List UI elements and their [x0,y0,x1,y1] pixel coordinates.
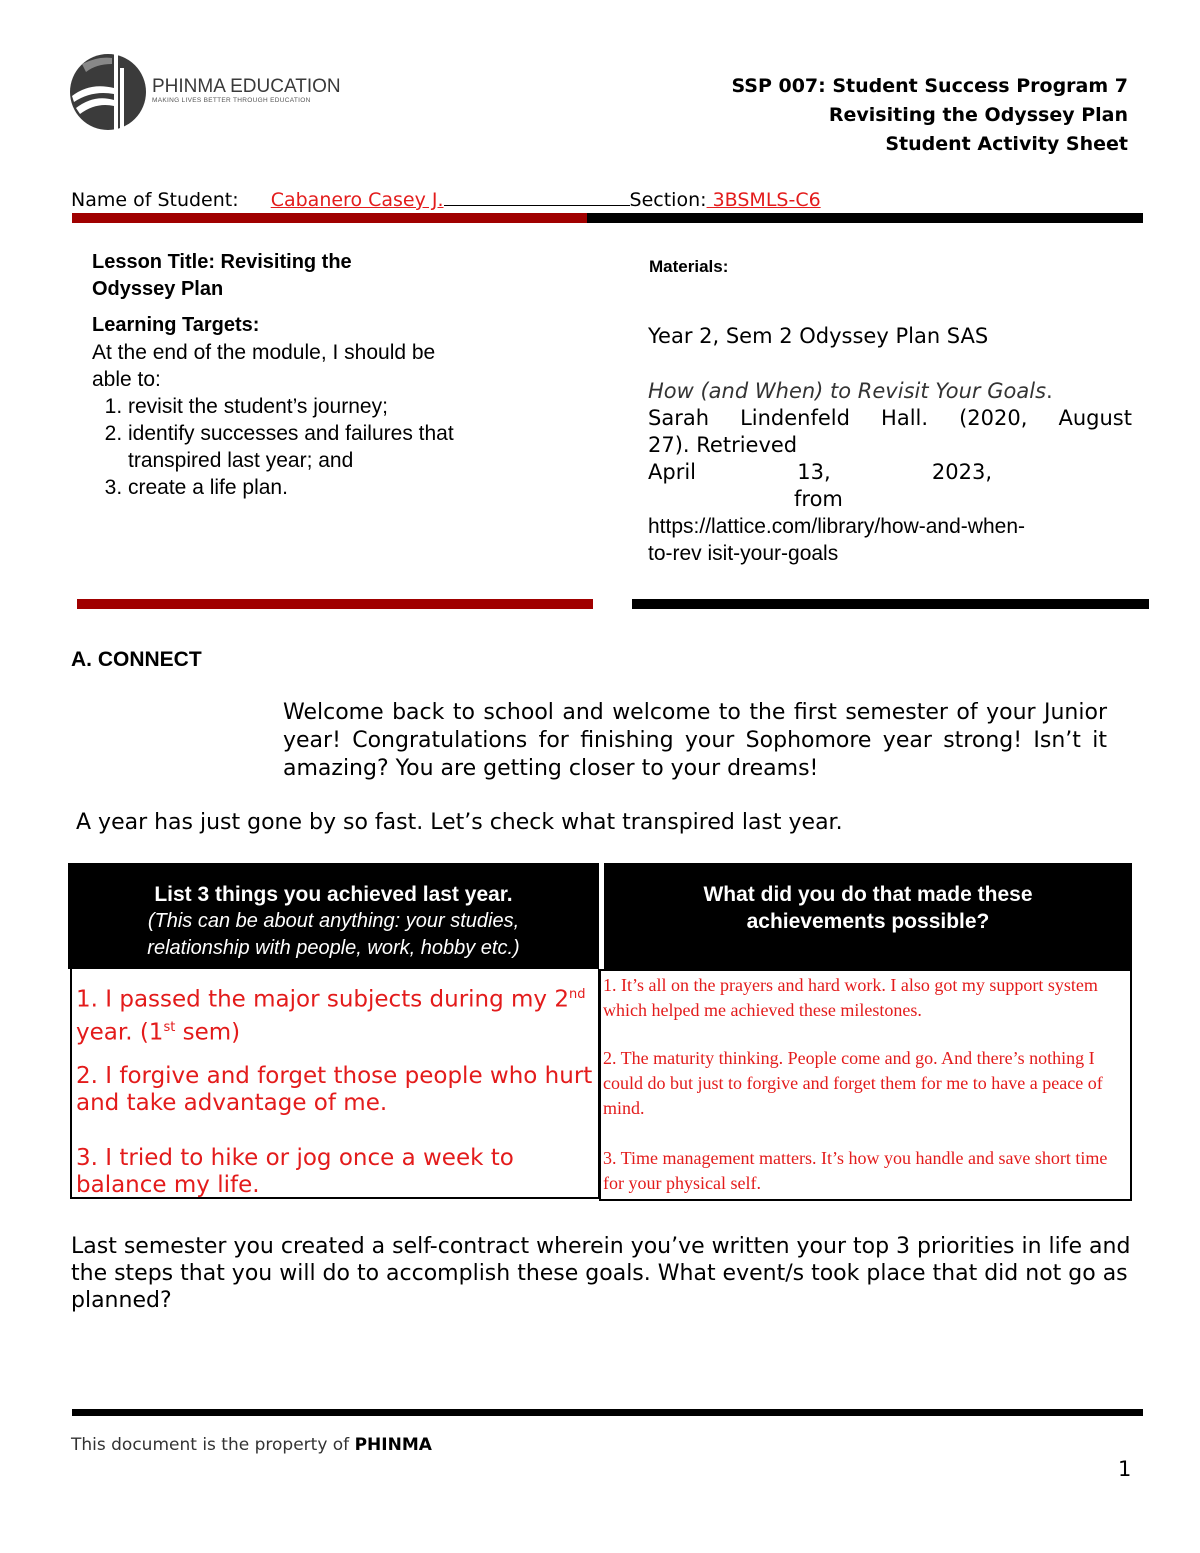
achievement-sup: nd [568,987,586,1002]
achievement-text: 1. I passed the major subjects during my 2 [76,986,569,1013]
materials-block [648,323,1132,567]
name-underline [444,187,630,206]
table-header-reasons [604,863,1132,969]
footer-statement: This document is the property of [71,1435,355,1455]
header-note-line2: relationship with people, work, hobby etc.) [147,937,520,959]
targets-label: Learning Targets: [92,314,260,336]
student-info-line [71,187,821,211]
lesson-block [92,249,562,501]
section-heading: A. CONNECT [71,648,202,671]
divider-red [72,213,587,223]
reason-item: 3. Time management matters. It’s how you handle and save short time for your physical self. [603,1148,1108,1193]
achievement-item [76,981,601,1046]
reasons-cell [599,969,1132,1201]
reason-item: 2. The maturity thinking. People come and go. And there’s nothing I could do but just to forgive and forget them for me to have a peace of mind. [603,1048,1103,1118]
year-intro-line: A year has just gone by so fast. Let’s check what transpired last year. [76,810,843,835]
header-title-line1: What did you do that made these [703,883,1033,906]
material-date-year: 2023, [931,460,992,484]
divider-red [77,599,593,609]
target-item: 2. identify successes and failures that transpired last year; and [128,420,508,474]
material-from: from [794,487,843,511]
lesson-title-line2: Odyssey Plan [92,278,224,300]
page-number: 1 [1118,1457,1132,1481]
achievements-cell [70,969,599,1199]
achievement-text: sem) [175,1019,241,1046]
achievement-sup: st [163,1019,176,1035]
material-date-month: April [648,460,696,484]
achievement-text: year. (1 [76,1019,164,1046]
section-label: Section: [629,189,707,211]
material-url-line1: https://lattice.com/library/how-and-when- [648,515,1025,538]
lesson-title [92,249,562,303]
material-author: Sarah Lindenfeld Hall. (2020, August [648,406,1132,430]
reason-item: 1. It’s all on the prayers and hard work. I also got my support system which helped me achieved these milestones. [603,975,1098,1020]
reflection-prompt: Last semester you created a self-contract wherein you’ve written your top 3 priorities in life and the steps that you will do to accomplish these goals. What event/s took place that did not go as planned? [71,1234,1131,1313]
header-note-line1: (This can be about anything: your studies, [147,910,520,932]
phinma-logo-icon [68,52,164,132]
header-title: List 3 things you achieved last year. [154,883,513,906]
divider-black [587,213,1143,223]
material-date-day: 13, [797,460,831,484]
targets-intro-line2: able to: [92,368,161,391]
footer-divider [72,1409,1143,1416]
achievement-item: 2. I forgive and forget those people who hurt and take advantage of me. [76,1063,593,1116]
sheet-title: Student Activity Sheet [885,133,1128,155]
targets-list [56,393,562,501]
header-title-line2: achievements possible? [746,910,990,933]
target-item: 1. revisit the student’s journey; [128,393,562,420]
module-title: Revisiting the Odyssey Plan [828,104,1128,126]
targets-intro-line1: At the end of the module, I should be [92,341,436,364]
achievements-table [68,863,1132,1201]
material-date [648,459,992,486]
material-retrieved: 27). Retrieved [648,433,798,457]
logo-name: PHINMA EDUCATION [152,76,341,97]
target-item: 3. create a life plan. [128,474,562,501]
section-value: 3BSMLS-C6 [706,189,821,211]
material-title-text: How (and When) to Revisit Your Goals [648,379,1047,403]
achievement-item: 3. I tried to hike or jog once a week to balance my life. [76,1145,514,1198]
table-header-achievements [68,863,599,969]
logo-tagline: MAKING LIVES BETTER THROUGH EDUCATION [152,97,311,104]
welcome-paragraph: Welcome back to school and welcome to the first semester of your Junior year! Congratulations for finishing your Sophomore year strong! Isn’t it amazing? You are getting closer to your dreams! [283,700,1107,781]
name-label: Name of Student: [71,189,239,211]
footer-text [71,1435,432,1455]
materials-label: Materials: [649,257,729,276]
course-title: SSP 007: Student Success Program 7 [731,75,1128,97]
targets-intro [92,339,562,393]
lesson-title-line1: Lesson Title: Revisiting the [92,251,352,273]
footer-brand: PHINMA [354,1435,432,1455]
divider-black [632,599,1149,609]
material-title: How (and When) to Revisit Your Goals. [648,379,1053,403]
material-url-line2: to-rev isit-your-goals [648,542,839,565]
student-name: Cabanero Casey J. [270,189,444,211]
material-item: Year 2, Sem 2 Odyssey Plan SAS [648,324,989,348]
